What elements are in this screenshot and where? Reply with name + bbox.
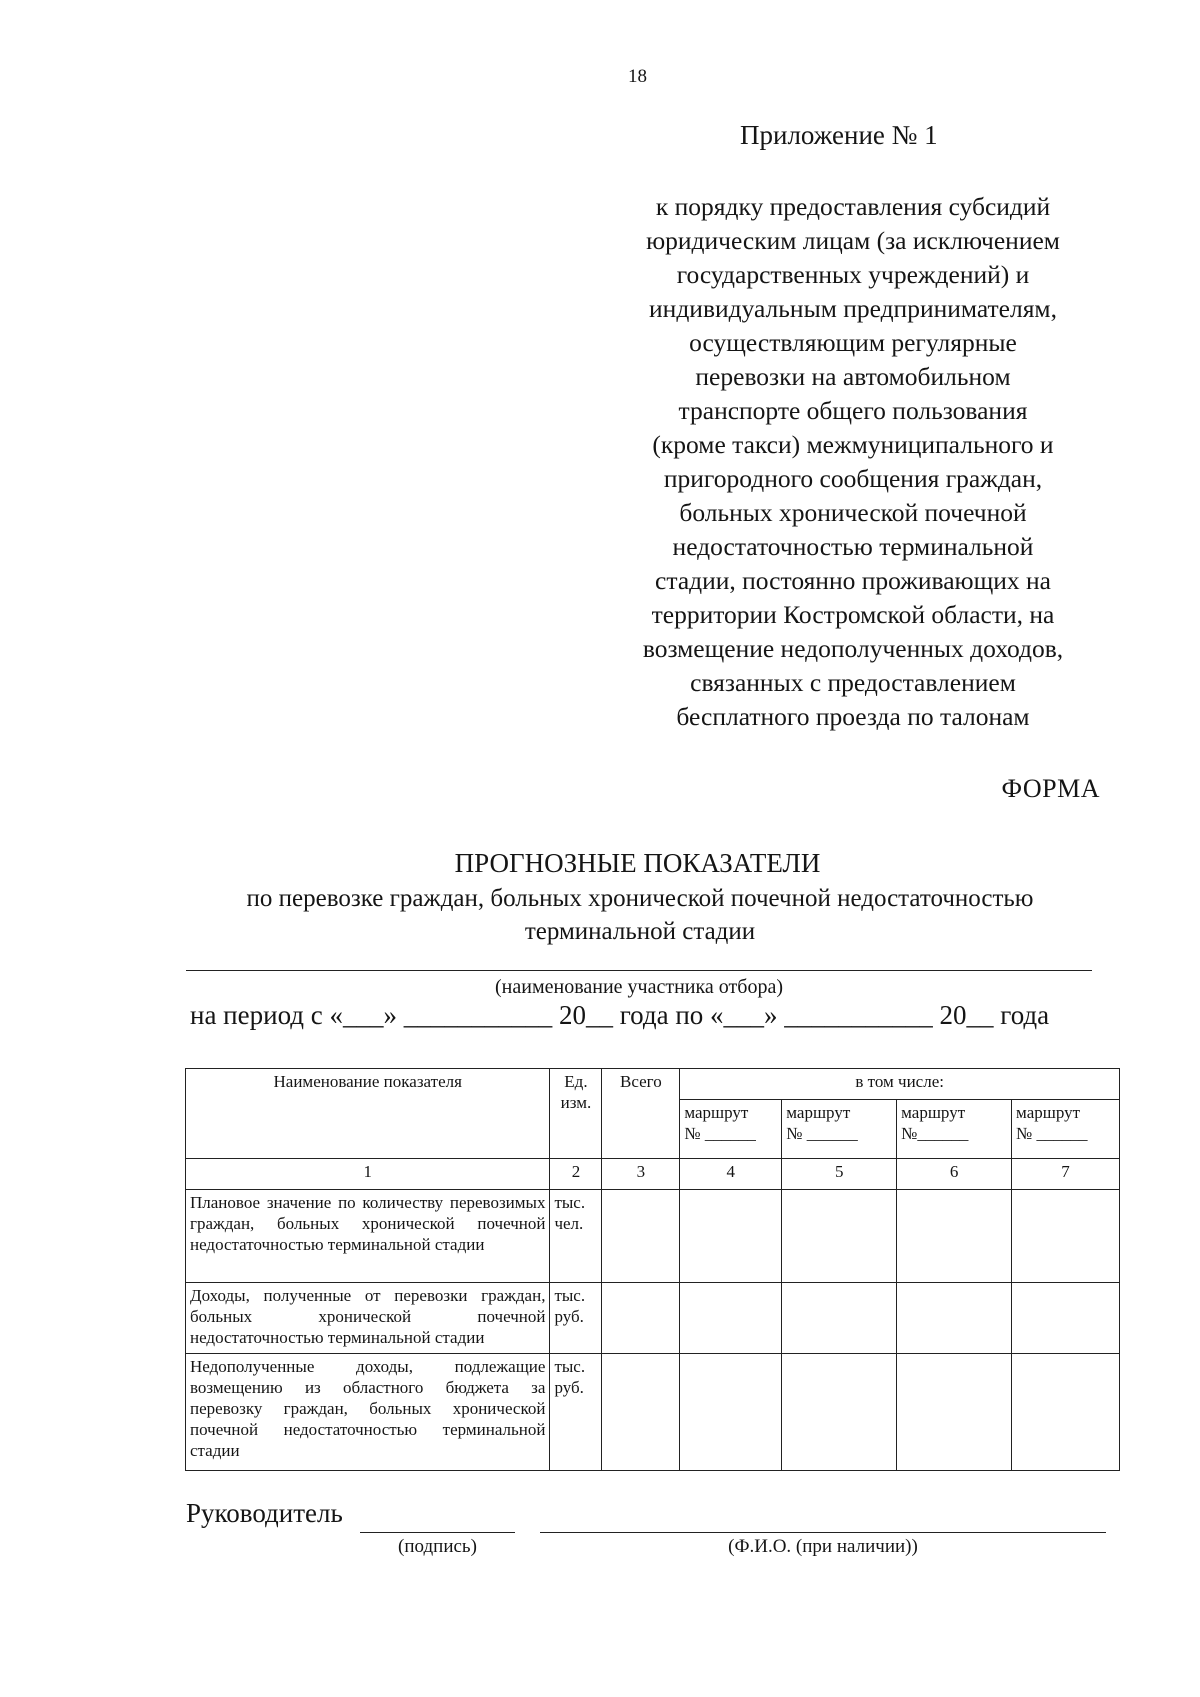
organization-name-line[interactable] xyxy=(186,970,1092,971)
table-row xyxy=(186,1190,1120,1283)
column-number: 4 xyxy=(680,1159,782,1190)
column-number: 5 xyxy=(782,1159,897,1190)
document-subheading: по перевозке граждан, больных хронической почечной недостаточностью терминальной стадии xyxy=(246,885,1034,945)
header-route-4: маршрут № ______ xyxy=(1012,1100,1120,1159)
header-total: Всего xyxy=(602,1069,680,1159)
document-heading: ПРОГНОЗНЫЕ ПОКАЗАТЕЛИ xyxy=(454,848,821,878)
fio-caption: (Ф.И.О. (при наличии)) xyxy=(728,1536,918,1557)
value-cell-route[interactable] xyxy=(782,1283,897,1354)
fio-line[interactable] xyxy=(540,1532,1106,1533)
appendix-title: Приложение № 1 xyxy=(740,120,938,150)
indicator-unit: тыс. руб. xyxy=(550,1354,602,1471)
value-cell-route[interactable] xyxy=(897,1283,1012,1354)
organization-name-caption: (наименование участника отбора) xyxy=(495,976,783,998)
value-cell-route[interactable] xyxy=(680,1190,782,1283)
value-cell-total[interactable] xyxy=(602,1190,680,1283)
signature-caption: (подпись) xyxy=(398,1536,477,1557)
header-unit: Ед. изм. xyxy=(550,1069,602,1159)
value-cell-route[interactable] xyxy=(782,1354,897,1471)
table-row xyxy=(186,1283,1120,1354)
indicator-name: Плановое значение по количеству перевозимых граждан, больных хронической почечной недостаточностью терминальной стадии xyxy=(186,1190,550,1283)
value-cell-route[interactable] xyxy=(782,1190,897,1283)
column-number: 3 xyxy=(602,1159,680,1190)
value-cell-route[interactable] xyxy=(1012,1283,1120,1354)
header-route-3: маршрут №______ xyxy=(897,1100,1012,1159)
column-numbers-row xyxy=(186,1159,1120,1190)
indicator-unit: тыс. чел. xyxy=(550,1190,602,1283)
value-cell-route[interactable] xyxy=(680,1354,782,1471)
appendix-text: к порядку предоставления субсидий юридическим лицам (за исключением государственных учреждений) и индивидуальным предпринимателям, осуществляющим регулярные перевозки на автомобильном транспорте общего пользования (кроме такси) межмуниципального и пригородного сообщения граждан, больных хронической почечной недостаточностью терминальной стадии, постоянно проживающих на территории Костромской области, на возмещение недополученных доходов, связанных с предоставлением бесплатного проезда по талонам xyxy=(642,192,1064,731)
page-number: 18 xyxy=(628,66,647,87)
value-cell-route[interactable] xyxy=(897,1354,1012,1471)
signature-line[interactable] xyxy=(360,1532,515,1533)
head-signature-label: Руководитель xyxy=(186,1498,343,1528)
value-cell-route[interactable] xyxy=(680,1283,782,1354)
column-number: 6 xyxy=(897,1159,1012,1190)
indicator-name: Недополученные доходы, подлежащие возмещению из областного бюджета за перевозку граждан, больных хронической почечной недостаточностью терминальной стадии xyxy=(186,1354,550,1471)
form-label: ФОРМА xyxy=(1001,774,1100,803)
value-cell-route[interactable] xyxy=(1012,1354,1120,1471)
value-cell-route[interactable] xyxy=(897,1190,1012,1283)
column-number: 1 xyxy=(186,1159,550,1190)
header-indicator-name: Наименование показателя xyxy=(186,1069,550,1159)
column-number: 2 xyxy=(550,1159,602,1190)
table-row xyxy=(186,1354,1120,1471)
indicator-unit: тыс. руб. xyxy=(550,1283,602,1354)
value-cell-route[interactable] xyxy=(1012,1190,1120,1283)
column-number: 7 xyxy=(1012,1159,1120,1190)
value-cell-total[interactable] xyxy=(602,1354,680,1471)
header-route-2: маршрут № ______ xyxy=(782,1100,897,1159)
header-route-1: маршрут № ______ xyxy=(680,1100,782,1159)
value-cell-total[interactable] xyxy=(602,1283,680,1354)
indicators-table xyxy=(185,1068,1120,1471)
header-including: в том числе: xyxy=(680,1069,1120,1100)
indicator-name: Доходы, полученные от перевозки граждан, больных хронической почечной недостаточностью терминальной стадии xyxy=(186,1283,550,1354)
period-line[interactable]: на период с «___» ___________ 20__ года по «___» ___________ 20__ года xyxy=(190,1000,1050,1030)
